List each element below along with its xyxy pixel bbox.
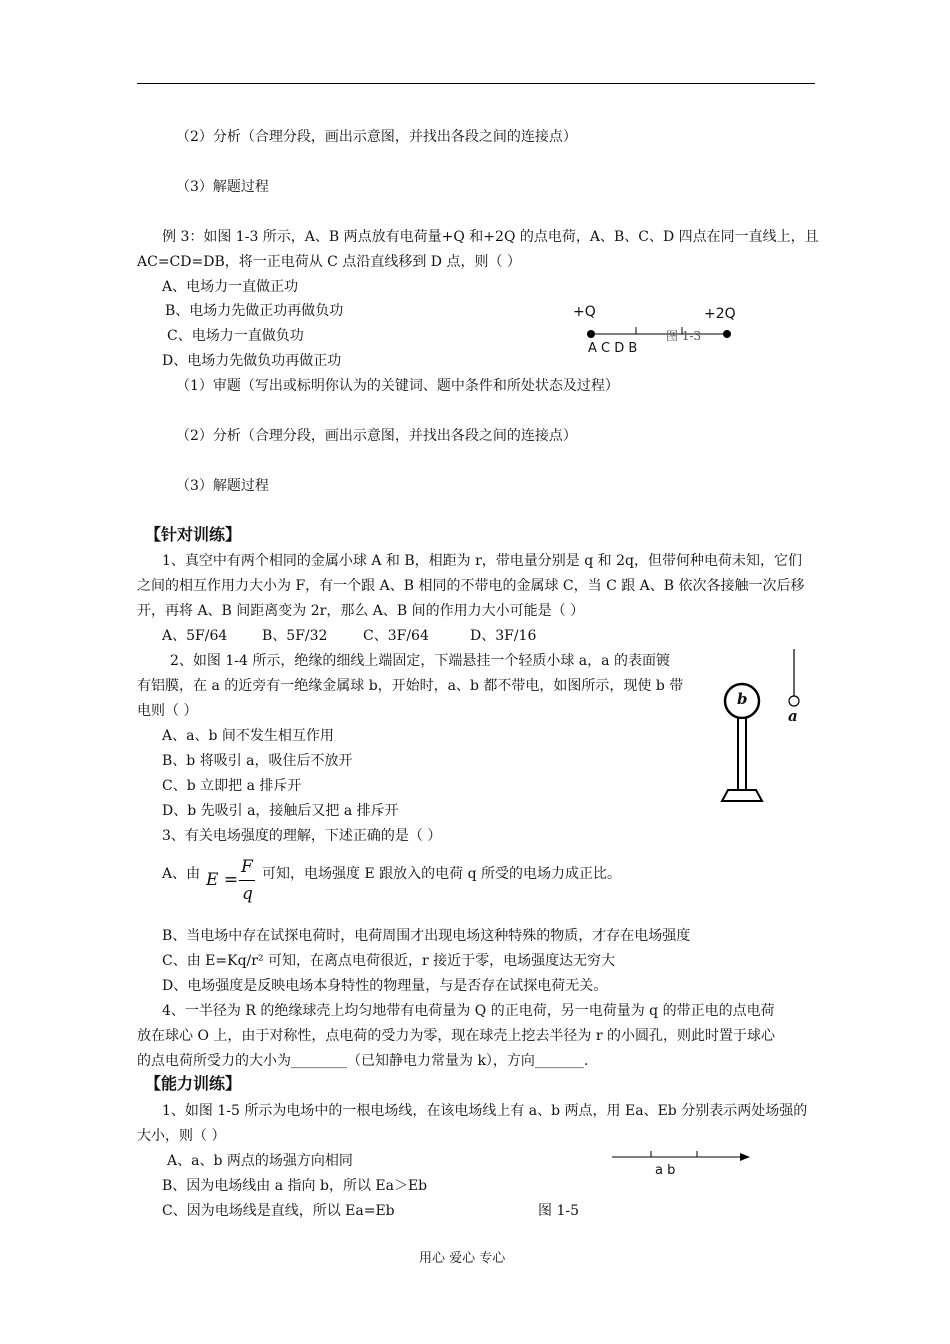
t-q3-option-b: B、当电场中存在试探电荷时，电荷周围才出现电场这种特殊的物质，才存在电场强度 [162,928,691,944]
example3-step2: （2）分析（合理分段，画出示意图，并找出各段之间的连接点） [176,428,577,444]
example3-option-c: C、电场力一直做负功 [167,328,304,344]
points-ab-label: a b [655,1163,676,1178]
t-q2-line2: 有铝膜，在 a 的近旁有一绝缘金属球 b，开始时，a、b 都不带电，如图所示，现使 b 带 [137,678,684,694]
figure-1-3-caption: 图 1-3 [666,329,702,343]
step3-solution: （3）解题过程 [176,179,269,195]
formula-denominator: q [242,884,253,904]
t-q4-line2: 放在球心 O 上，由于对称性，点电荷的受力为零，现在球壳上挖去半径为 r 的小圆孔，则此时置于球心 [137,1028,775,1044]
figure-1-4-apparatus [716,645,816,805]
t-q1-line3: 开，再将 A、B 间距离变为 2r，那么 A、B 间的作用力大小可能是（ ） [137,603,585,619]
step2-analysis: （2）分析（合理分段，画出示意图，并找出各段之间的连接点） [176,129,577,145]
t-q2-option-b: B、b 将吸引 a，吸住后不放开 [162,753,353,769]
example3-step3: （3）解题过程 [176,478,269,494]
a-q1-line2: 大小，则（ ） [137,1128,226,1144]
example3-option-b: B、电场力先做正功再做负功 [165,303,344,319]
t-q3-option-d: D、电场强度是反映电场本身特性的物理量，与是否存在试探电荷无关。 [162,978,608,994]
example3-line1: 例 3：如图 1-3 所示，A、B 两点放有电荷量+Q 和+2Q 的点电荷，A、B、C、D 四点在同一直线上，且 [162,229,819,245]
field-line-arrow [610,1148,754,1166]
t-q2-option-a: A、a、b 间不发生相互作用 [162,728,334,744]
a-q1-option-a: A、a、b 两点的场强方向相同 [167,1153,353,1169]
points-acdb-label: A C D B [588,341,638,356]
t-q3-option-c: C、由 E=Kq/r² 可知，在离点电荷很近，r 接近于零，电场强度达无穷大 [162,953,616,969]
charge-right-label: +2Q [704,306,736,322]
ball-a-label: a [788,707,798,725]
t-q4-line3: 的点电荷所受力的大小为________（已知静电力常量为 k），方向_______. [137,1053,589,1069]
t-q3-stem: 3、有关电场强度的理解，下述正确的是（ ） [162,828,442,844]
header-rule [137,83,815,84]
t-q3-option-a-prefix: A、由 [162,866,201,882]
example3-option-d: D、电场力先做负功再做正功 [162,353,342,369]
t-q2-option-c: C、b 立即把 a 排斥开 [162,778,302,794]
t-q2-line3: 电则（ ） [137,703,198,719]
t-q1-line2: 之间的相互作用力大小为 F，有一个跟 A、B 相同的不带电的金属球 C，当 C 跟 A、B 依次各接触一次后移 [137,578,805,594]
t-q1-option-c: C、3F/64 [363,628,429,644]
t-q2-option-d: D、b 先吸引 a，接触后又把 a 排斥开 [162,803,399,819]
example3-step1: （1）审题（写出或标明你认为的关键词、题中条件和所处状态及过程） [176,378,619,394]
t-q1-line1: 1、真空中有两个相同的金属小球 A 和 B，相距为 r，带电量分别是 q 和 2q，但带何种电荷未知，它们 [162,553,802,569]
t-q4-line1: 4、一半径为 R 的绝缘球壳上均匀地带有电荷量为 Q 的正电荷，另一电荷量为 q 的带正电的点电荷 [162,1003,775,1019]
formula-numerator: F [241,857,253,877]
a-q1-line1: 1、如图 1-5 所示为电场中的一根电场线，在该电场线上有 a、b 两点，用 Ea、Eb 分别表示两处场强的 [162,1103,808,1119]
example3-option-a: A、电场力一直做正功 [162,279,299,295]
charge-left-label: +Q [573,304,596,320]
figure-1-5-caption: 图 1-5 [538,1203,579,1219]
formula-lhs: E = [206,870,239,890]
ball-b-label: b [737,690,748,708]
t-q1-option-d: D、3F/16 [470,628,537,644]
page-footer: 用心 爱心 专心 [419,1251,506,1266]
a-q1-option-b: B、因为电场线由 a 指向 b，所以 Ea＞Eb [162,1178,428,1194]
fraction-bar [239,880,255,881]
ability-training-heading: 【能力训练】 [145,1074,242,1093]
t-q1-option-a: A、5F/64 [162,628,228,644]
t-q3-option-a-suffix: 可知，电场强度 E 跟放入的电荷 q 所受的电场力成正比。 [262,866,621,882]
t-q2-line1: 2、如图 1-4 所示，绝缘的细线上端固定，下端悬挂一个轻质小球 a，a 的表面镀 [170,653,670,669]
targeted-training-heading: 【针对训练】 [145,525,242,544]
t-q1-option-b: B、5F/32 [262,628,328,644]
a-q1-option-c: C、因为电场线是直线，所以 Ea=Eb [162,1203,395,1219]
example3-line2: AC=CD=DB，将一正电荷从 C 点沿直线移到 D 点，则（ ） [137,254,521,270]
